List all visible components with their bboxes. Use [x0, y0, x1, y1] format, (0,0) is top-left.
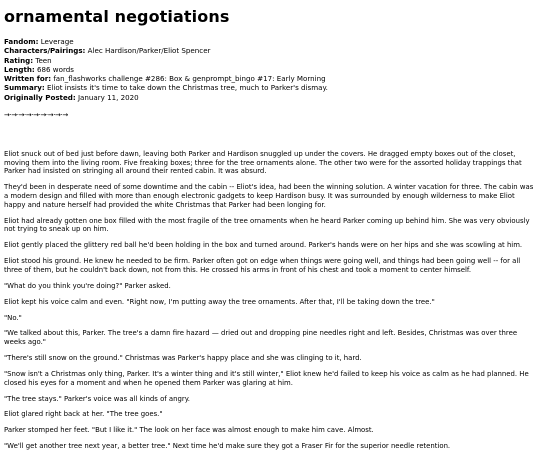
section-divider: →·→·→·→·→·→·→·→·→: [4, 111, 68, 120]
story-paragraph: Eliot stood his ground. He knew he needed to be firm. Parker often got on edge when things were going well, and things had been going well -- for all three of them, but he couldn't back down, not from this. He crossed his arms in front of his chest and took a moment to center himself.: [4, 257, 521, 274]
meta-written-for: [4, 74, 536, 83]
meta-value: Teen: [35, 55, 52, 65]
work-title: ornamental negotiations: [4, 7, 230, 26]
meta-value: fan_flashworks challenge #286: Box & genprompt_bingo #17: Early Morning: [53, 74, 326, 84]
meta-value: Alec Hardison/Parker/Eliot Spencer: [87, 46, 211, 56]
story-paragraph: They'd been in desperate need of some downtime and the cabin -- Eliot's idea, had been the winning solution. A winter vacation for three. The cabin was a modern design and filled with more than enough electronic gadgets to keep Hardison busy. It was surrounded by enough wilderness to make Eliot happy and nature herself had provided the white Christmas that Parker had been longing for.: [4, 183, 534, 209]
story-paragraph: Eliot glared right back at her. "The tree goes.": [4, 410, 163, 419]
meta-value: January 11, 2020: [77, 92, 139, 102]
meta-label: Summary:: [4, 83, 45, 93]
story-paragraph: Eliot kept his voice calm and even. "Right now, I'm putting away the tree ornaments. After that, I'll be taking down the tree.": [4, 297, 435, 306]
meta-label: Originally Posted:: [4, 92, 76, 102]
work-metadata: [4, 37, 536, 102]
meta-length: [4, 65, 536, 74]
meta-characters: [4, 46, 536, 55]
meta-label: Fandom:: [4, 37, 39, 46]
story-paragraph: Eliot had already gotten one box filled with the most fragile of the tree ornaments when he heard Parker coming up behind him. She was very obviously not trying to sneak up on him.: [4, 216, 530, 234]
meta-value: Eliot insists it's time to take down the Christmas tree, much to Parker's dismay.: [46, 83, 328, 93]
meta-posted: [4, 93, 536, 102]
meta-fandom: [4, 37, 536, 46]
story-paragraph: "Snow isn't a Christmas only thing, Parker. It's a winter thing and it's still winter," Eliot knew he'd failed to keep his voice as calm as he had planned. He closed his eyes for a moment and when he opened them Parker was glaring at him.: [4, 369, 529, 387]
meta-label: Characters/Pairings:: [4, 46, 86, 56]
story-page: [4, 0, 536, 451]
story-paragraph: "The tree stays." Parker's voice was all kinds of angry.: [4, 394, 190, 403]
story-paragraph: "We talked about this, Parker. The tree's a damn fire hazard — dried out and dropping pine needles right and left. Besides, Christmas was over three weeks ago.": [4, 329, 518, 347]
story-paragraph: "We'll get another tree next year, a better tree." Next time he'd make sure they got a Fraser Fir for the superior needle retention.: [4, 442, 451, 451]
meta-rating: [4, 56, 536, 65]
meta-summary: [4, 83, 536, 92]
meta-label: Written for:: [4, 74, 52, 84]
story-paragraph: "What do you think you're doing?" Parker asked.: [4, 281, 171, 290]
story-paragraph: Parker stomped her feet. "But I like it." The look on her face was almost enough to make him cave. Almost.: [4, 426, 374, 435]
meta-label: Rating:: [4, 55, 34, 65]
story-paragraph: Eliot gently placed the glittery red ball he'd been holding in the box and turned around. Parker's hands were on her hips and she was scowling at him.: [4, 241, 523, 250]
story-paragraph: "There's still snow on the ground." Christmas was Parker's happy place and she was clinging to it, hard.: [4, 354, 362, 363]
story-paragraph: Eliot snuck out of bed just before dawn, leaving both Parker and Hardison snuggled up under the covers. He dragged empty boxes out of the closet, moving them into the living room. Five freaking boxes; three for the tree ornaments alone. The other two were for the assorted holiday trappings that Parker had insisted on stringing all around their rented cabin. It was absurd.: [4, 150, 522, 176]
story-text: [4, 150, 536, 451]
meta-value: Leverage: [40, 37, 74, 46]
meta-value: 686 words: [37, 64, 74, 74]
meta-label: Length:: [4, 64, 35, 74]
story-paragraph: "No.": [4, 313, 22, 322]
